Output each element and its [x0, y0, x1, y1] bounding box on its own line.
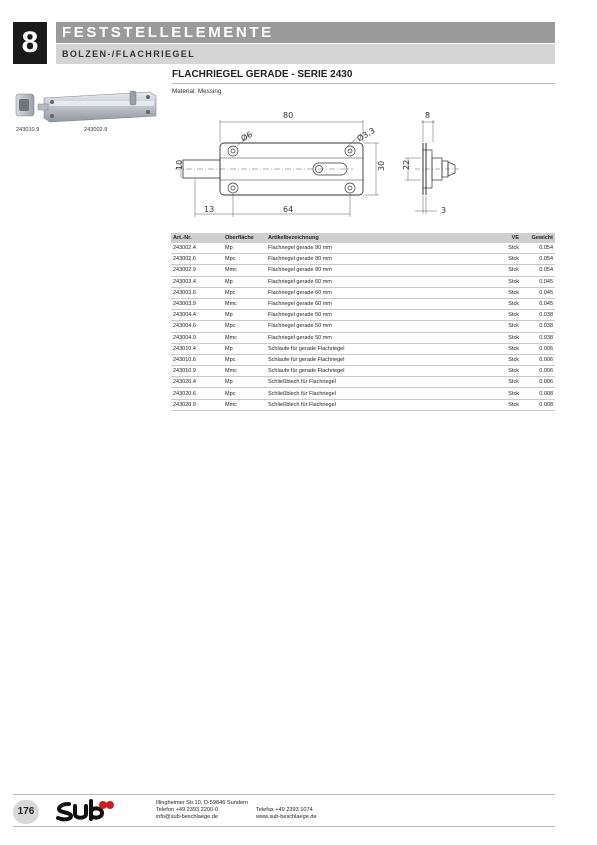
cell-description: Schließblech für Flachriegel: [266, 399, 501, 410]
dim-slot-dia: Ø3,3: [355, 126, 377, 144]
loop-part-image: [16, 94, 34, 116]
cell-surface: Mpc: [223, 388, 266, 399]
table-row: [171, 310, 555, 321]
col-art-nr: Art.-Nr.: [171, 233, 223, 243]
cell-description: Flachriegel gerade 60 mm: [266, 298, 501, 309]
side-view: [415, 143, 459, 195]
cell-art-nr: 243003.6: [171, 287, 223, 298]
cell-weight: 0.006: [521, 377, 555, 388]
bolt-part-image: [38, 91, 156, 122]
col-weight: Gewicht: [521, 233, 555, 243]
cell-description: Flachriegel gerade 80 mm: [266, 254, 501, 265]
cell-ve: Stck: [501, 388, 521, 399]
cell-weight: 0.006: [521, 366, 555, 377]
cell-ve: Stck: [501, 276, 521, 287]
cell-weight: 0.038: [521, 332, 555, 343]
product-title: FLACHRIEGEL GERADE - SERIE 2430: [172, 69, 353, 80]
cell-surface: Mp: [223, 343, 266, 354]
dim-bolt: 10: [175, 159, 184, 170]
cell-surface: Mp: [223, 243, 266, 254]
cell-art-nr: 243002.6: [171, 254, 223, 265]
table-header-row: [171, 233, 555, 243]
table-row: [171, 276, 555, 287]
title-divider: [172, 83, 555, 84]
cell-art-nr: 243003.4: [171, 276, 223, 287]
cell-surface: Mmc: [223, 265, 266, 276]
cell-surface: Mpc: [223, 254, 266, 265]
cell-ve: Stck: [501, 310, 521, 321]
cell-surface: Mp: [223, 310, 266, 321]
cell-ve: Stck: [501, 254, 521, 265]
cell-description: Schlaufe für gerade Flachriegel: [266, 343, 501, 354]
dim-side-thickness: 3: [441, 206, 447, 215]
cell-weight: 0.054: [521, 254, 555, 265]
cell-surface: Mp: [223, 377, 266, 388]
mounting-holes: [228, 146, 355, 193]
cell-description: Schlaufe für gerade Flachriegel: [266, 354, 501, 365]
table-row: [171, 343, 555, 354]
cell-description: Flachriegel gerade 80 mm: [266, 265, 501, 276]
cell-weight: 0.054: [521, 243, 555, 254]
table-row: [171, 354, 555, 365]
table-row: [171, 321, 555, 332]
cell-ve: Stck: [501, 243, 521, 254]
cell-weight: 0.008: [521, 399, 555, 410]
photo-label-bolt: 243002.9: [84, 127, 108, 133]
cell-art-nr: 243002.9: [171, 265, 223, 276]
cell-art-nr: 243020.9: [171, 399, 223, 410]
col-description: Artikelbezeichnung: [266, 233, 501, 243]
table-row: [171, 254, 555, 265]
cell-surface: Mp: [223, 276, 266, 287]
table-body: [171, 243, 555, 410]
cell-ve: Stck: [501, 399, 521, 410]
cell-description: Flachriegel gerade 50 mm: [266, 321, 501, 332]
cell-weight: 0.038: [521, 310, 555, 321]
cell-ve: Stck: [501, 366, 521, 377]
cell-description: Schlaufe für gerade Flachriegel: [266, 366, 501, 377]
cell-weight: 0.008: [521, 388, 555, 399]
footer-phone: Telefon +49 2393 2200-0: [156, 807, 219, 813]
cell-weight: 0.045: [521, 276, 555, 287]
cell-surface: Mpc: [223, 321, 266, 332]
table-row: [171, 243, 555, 254]
footer-address: Illingheimer Str.10, D-59846 Sundern: [156, 800, 249, 806]
col-ve: VE: [501, 233, 521, 243]
cell-art-nr: 243004.6: [171, 321, 223, 332]
col-surface: Oberfläche: [223, 233, 266, 243]
footer-web[interactable]: www.sub-beschlaege.de: [256, 814, 317, 820]
cell-ve: Stck: [501, 354, 521, 365]
dim-offset: 13: [204, 205, 215, 214]
cell-surface: Mmc: [223, 332, 266, 343]
dim-side-height: 22: [402, 159, 411, 170]
cell-art-nr: 243010.9: [171, 366, 223, 377]
technical-drawing: [165, 100, 465, 225]
cell-description: Flachriegel gerade 50 mm: [266, 310, 501, 321]
cell-art-nr: 243010.4: [171, 343, 223, 354]
footer-fax: Telefax +49 2393 1074: [256, 807, 313, 813]
cell-weight: 0.006: [521, 343, 555, 354]
cell-weight: 0.038: [521, 321, 555, 332]
company-logo: [55, 798, 115, 824]
material-note: Material: Messing: [172, 88, 222, 95]
article-table: [171, 233, 555, 411]
cell-weight: 0.006: [521, 354, 555, 365]
cell-description: Flachriegel gerade 50 mm: [266, 332, 501, 343]
cell-surface: Mmc: [223, 366, 266, 377]
footer-bottom-divider: [13, 826, 555, 827]
cell-ve: Stck: [501, 298, 521, 309]
cell-art-nr: 243003.9: [171, 298, 223, 309]
chapter-subtitle: BOLZEN-/FLACHRIEGEL: [62, 49, 196, 59]
cell-ve: Stck: [501, 343, 521, 354]
footer-email[interactable]: info@sub-beschlaege.de: [156, 814, 218, 820]
table-row: [171, 265, 555, 276]
page-number: 176: [13, 800, 39, 824]
cell-weight: 0.054: [521, 265, 555, 276]
cell-art-nr: 243020.6: [171, 388, 223, 399]
photo-label-loop: 243010.9: [16, 127, 40, 133]
table-row: [171, 388, 555, 399]
cell-surface: Mmc: [223, 399, 266, 410]
cell-surface: Mpc: [223, 287, 266, 298]
footer-divider: [13, 794, 555, 795]
cell-weight: 0.045: [521, 298, 555, 309]
dim-length: 80: [283, 111, 294, 120]
cell-description: Schließblech für Flachriegel: [266, 388, 501, 399]
cell-art-nr: 243004.4: [171, 310, 223, 321]
cell-art-nr: 243004.9: [171, 332, 223, 343]
cell-surface: Mmc: [223, 298, 266, 309]
cell-description: Flachriegel gerade 60 mm: [266, 287, 501, 298]
cell-art-nr: 243010.6: [171, 354, 223, 365]
cell-description: Flachriegel gerade 80 mm: [266, 243, 501, 254]
cell-ve: Stck: [501, 332, 521, 343]
dim-hole-spacing: 64: [283, 205, 294, 214]
cell-ve: Stck: [501, 321, 521, 332]
table-row: [171, 332, 555, 343]
dim-side-depth: 8: [425, 111, 431, 120]
cell-ve: Stck: [501, 287, 521, 298]
product-photo: [14, 88, 158, 126]
cell-art-nr: 243020.4: [171, 377, 223, 388]
cell-description: Schließblech für Flachriegel: [266, 377, 501, 388]
table-row: [171, 399, 555, 410]
cell-ve: Stck: [501, 377, 521, 388]
table-row: [171, 366, 555, 377]
dim-hole-dia: Ø6: [239, 129, 254, 144]
chapter-number: 8: [13, 22, 47, 64]
cell-art-nr: 243002.4: [171, 243, 223, 254]
cell-description: Flachriegel gerade 60 mm: [266, 276, 501, 287]
table-row: [171, 298, 555, 309]
table-row: [171, 377, 555, 388]
table-row: [171, 287, 555, 298]
cell-surface: Mpc: [223, 354, 266, 365]
cell-weight: 0.045: [521, 287, 555, 298]
dim-height: 30: [377, 160, 386, 171]
cell-ve: Stck: [501, 265, 521, 276]
chapter-title: FESTSTELLELEMENTE: [62, 24, 274, 41]
